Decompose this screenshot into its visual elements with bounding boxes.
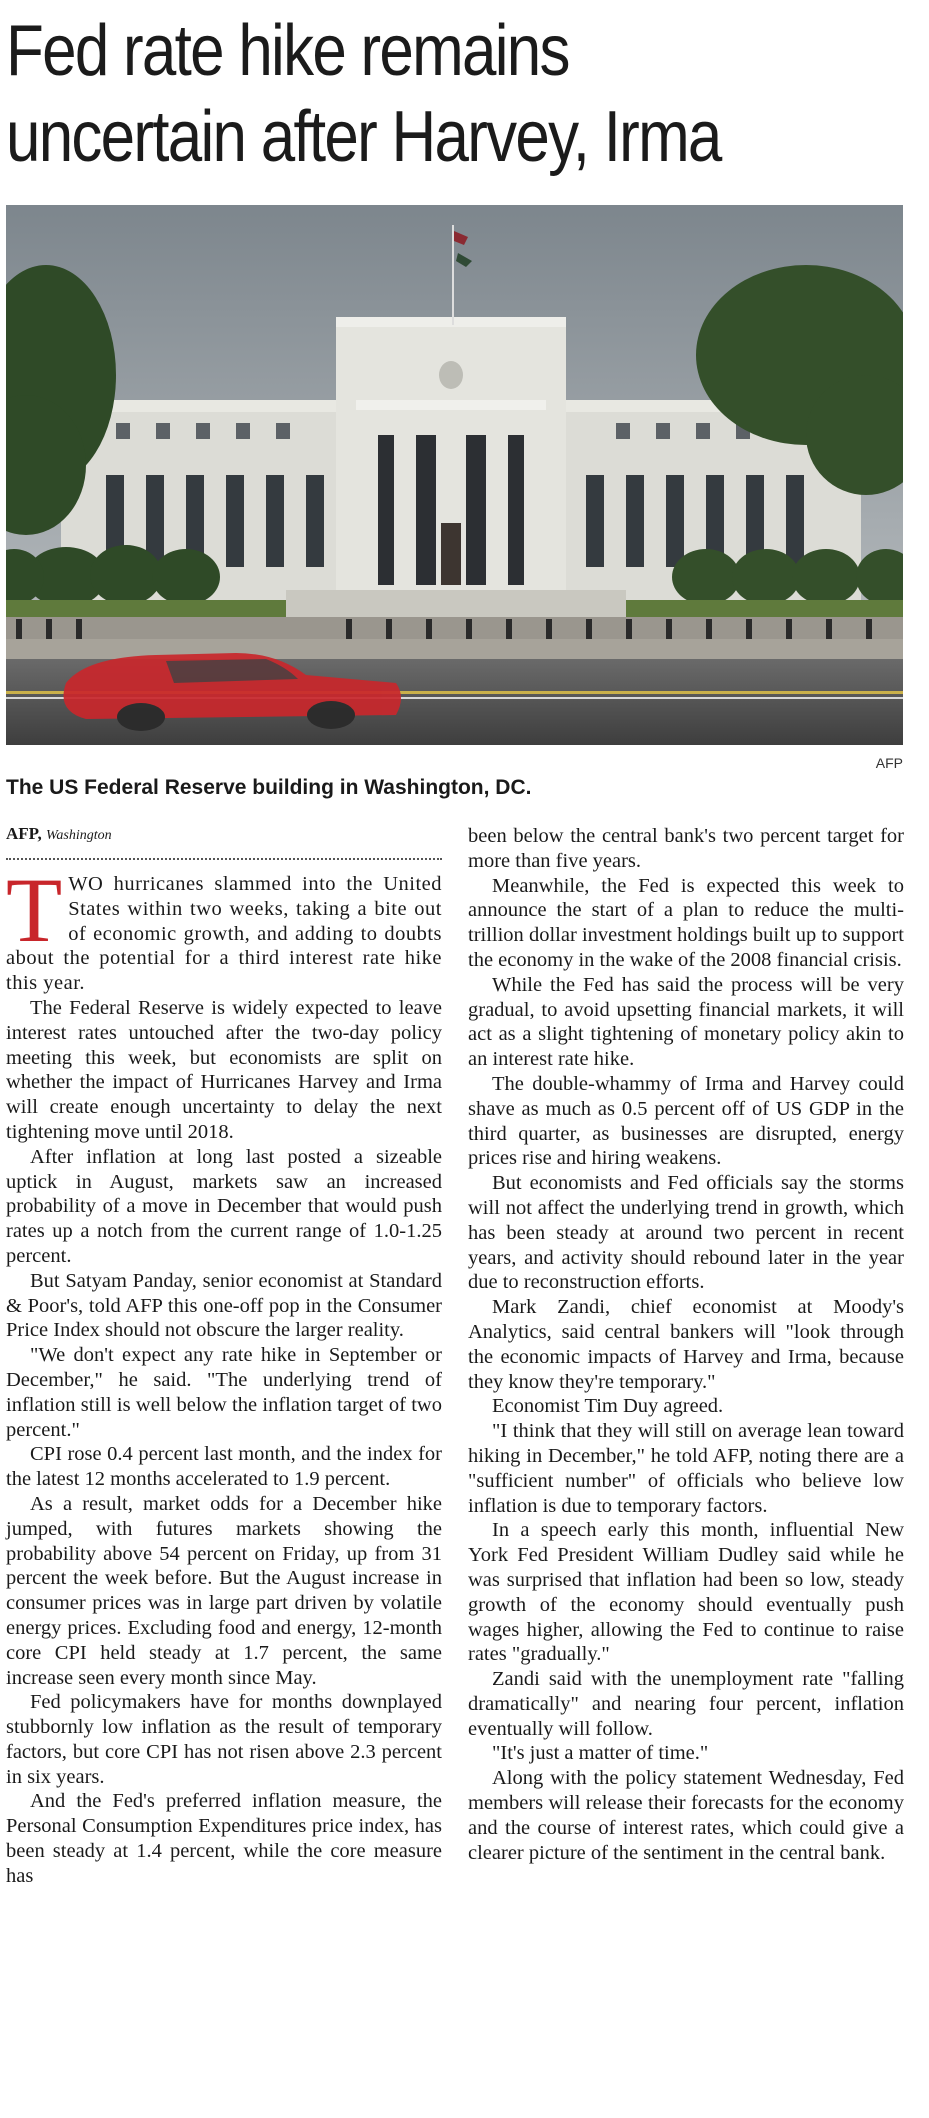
drop-cap: T [6,859,63,961]
byline-place: Washington [46,828,112,843]
article-paragraph: "We don't expect any rate hike in September or December," he said. "The underlying trend of inflation still is well below the inflation target of two percent." [6,1344,442,1441]
article-paragraph: The double-whammy of Irma and Harvey could shave as much as 0.5 percent off of US GDP in the third quarter, as businesses are disrupted, energy prices rise and hiring weakens. [468,1072,904,1170]
article-paragraph: In a speech early this month, influential New York Fed President William Dudley said while he was surprised that inflation had been so low, steady growth of the economy should eventually push wages higher, allowing the Fed to continue to raise rates "gradually." [468,1519,904,1666]
article-paragraph: And the Fed's preferred inflation measure, the Personal Consumption Expenditures price index, has been steady at 1.4 percent, while the core measure has [6,1790,442,1887]
article-paragraph: Zandi said with the unemployment rate "falling dramatically" and nearing four percent, inflation eventually will follow. [468,1668,904,1740]
article-paragraph: CPI rose 0.4 percent last month, and the index for the latest 12 months accelerated to 1.9 percent. [6,1443,442,1491]
article-paragraph: Fed policymakers have for months downplayed stubbornly low inflation as the result of temporary factors, but core CPI has not risen above 2.3 percent in six years. [6,1691,442,1788]
article-paragraph: But Satyam Panday, senior economist at Standard & Poor's, told AFP this one-off pop in the Consumer Price Index should not obscure the larger reality. [6,1269,442,1342]
article-paragraph-continuation: been below the central bank's two percent target for more than five years. [468,825,904,872]
article-paragraph: As a result, market odds for a December hike jumped, with futures markets showing the probability above 54 percent on Friday, up from 31 percent the week before. But the August increase in consumer prices was in large part driven by volatile energy prices. Excluding food and energy, 12-month core CPI held steady at 1.7 percent, the same increase seen every month since May. [6,1492,442,1689]
article-paragraph: Mark Zandi, chief economist at Moody's Analytics, said central bankers will "look through the economic impacts of Harvey and Irma, because they know they're temporary." [468,1296,904,1393]
article-paragraph: Along with the policy statement Wednesday, Fed members will release their forecasts for the economy and the course of interest rates, which could give a clearer picture of the sentiment in the central bank. [468,1767,904,1864]
photo-credit: AFP [875,755,903,771]
article-column-1 [6,859,442,1889]
federal-reserve-building-photo [6,205,903,745]
article-paragraph: After inflation at long last posted a sizeable uptick in August, markets saw an increased probability of a move in December that would push rates up a notch from the current range of 1.0-1.25 percent. [6,1145,442,1267]
byline-agency: AFP, [6,824,42,843]
article-column-2 [468,824,904,1865]
byline-divider [6,858,442,860]
byline [6,824,442,844]
lead-text: WO hurricanes slammed into the United States within two weeks, taking a bite out of economic growth, and adding to doubts about the potential for a third interest rate hike this year. [6,873,442,995]
article-paragraph: "It's just a matter of time." [492,1742,709,1765]
article-paragraph: "I think that they will still on average lean toward hiking in December," he told AFP, noting there are a "sufficient number" of officials who believe low inflation is due to temporary factors. [468,1420,904,1517]
article-paragraph: The Federal Reserve is widely expected to leave interest rates untouched after the two-day policy meeting this week, but economists are split on whether the impact of Hurricanes Harvey and Irma will create enough uncertainty to delay the next tightening move until 2018. [6,996,442,1143]
article-paragraph: While the Fed has said the process will be very gradual, to avoid upsetting financial markets, it will act as a slight tightening of monetary policy akin to an interest rate hike. [468,973,904,1071]
article-paragraph: Economist Tim Duy agreed. [492,1395,724,1418]
photo-caption: The US Federal Reserve building in Washington, DC. [6,776,532,799]
article-lead-paragraph [6,859,442,996]
headline: Fed rate hike remains uncertain after Harvey, Irma [6,11,721,177]
article-paragraph: But economists and Fed officials say the storms will not affect the underlying trend in growth, which has been steady at around two percent in recent years, and activity should rebound later in the year due to reconstruction efforts. [468,1172,904,1294]
article-paragraph: Meanwhile, the Fed is expected this week to announce the start of a plan to reduce the multi-trillion dollar investment holdings built up to support the economy in the wake of the 2008 financial crisis. [468,874,904,971]
